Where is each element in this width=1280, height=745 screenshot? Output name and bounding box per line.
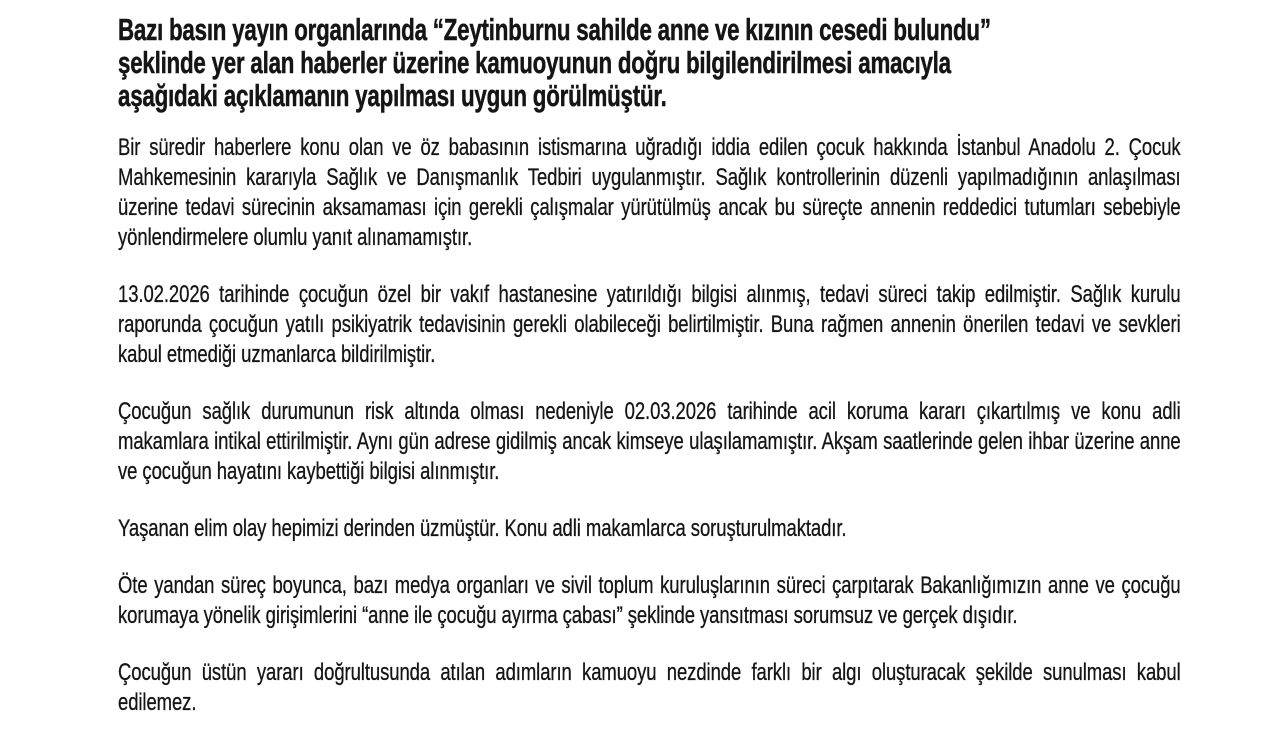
statement-heading-line-3: aşağıdaki açıklamanın yapılması uygun görülmüştür. bbox=[118, 78, 667, 113]
statement-heading-line-1: Bazı basın yayın organlarında “Zeytinburnu sahilde anne ve kızının cesedi bulundu” bbox=[118, 12, 991, 47]
statement-paragraph-4: Yaşanan elim olay hepimizi derinden üzmüştür. Konu adli makamlarca soruşturulmaktadır. bbox=[118, 515, 847, 542]
statement-paragraph-2: 13.02.2026 tarihinde çocuğun özel bir vakıf hastanesine yatırıldığı bilgisi alınmış, tedavi süreci takip edilmiştir. Sağlık kurulu raporunda çocuğun yatılı psikiyatrik tedavisinin gerekli olabileceği belirtilmiştir. Buna rağmen annenin önerilen tedavi ve sevkleri kabul etmediği uzmanlarca bildirilmiştir. bbox=[118, 281, 1181, 368]
statement-paragraph-6: Çocuğun üstün yararı doğrultusunda atılan adımların kamuoyu nezdinde farklı bir algı oluşturacak şekilde sunulması kabul edilemez. bbox=[118, 659, 1181, 716]
statement-paragraph-5: Öte yandan süreç boyunca, bazı medya organları ve sivil toplum kuruluşlarının süreci çarpıtarak Bakanlığımızın anne ve çocuğu korumaya yönelik girişimlerini “anne ile çocuğu ayırma çabası” şeklinde yansıtması sorumsuz ve gerçek dışıdır. bbox=[118, 572, 1181, 629]
statement-paragraph-1: Bir süredir haberlere konu olan ve öz babasının istismarına uğradığı iddia edilen çocuk hakkında İstanbul Anadolu 2. Çocuk Mahkemesinin kararıyla Sağlık ve Danışmanlık Tedbiri uygulanmıştır. Sağlık kontrollerinin düzenli yapılmadığının anlaşılması üzerine tedavi sürecinin aksamaması için gerekli çalışmalar yürütülmüş ancak bu süreçte annenin reddedici tutumları sebebiyle yönlendirmelere olumlu yanıt alınamamıştır. bbox=[118, 134, 1181, 251]
statement-heading-line-2: şeklinde yer alan haberler üzerine kamuoyunun doğru bilgilendirilmesi amacıyla bbox=[118, 45, 951, 80]
statement-heading bbox=[118, 13, 1180, 112]
statement-paragraph-3: Çocuğun sağlık durumunun risk altında olması nedeniyle 02.03.2026 tarihinde acil koruma kararı çıkartılmış ve konu adli makamlara intikal ettirilmiştir. Aynı gün adrese gidilmiş ancak kimseye ulaşılamamıştır. Akşam saatlerinde gelen ihbar üzerine anne ve çocuğun hayatını kaybettiği bilgisi alınmıştır. bbox=[118, 398, 1181, 485]
statement-body bbox=[118, 133, 1181, 745]
